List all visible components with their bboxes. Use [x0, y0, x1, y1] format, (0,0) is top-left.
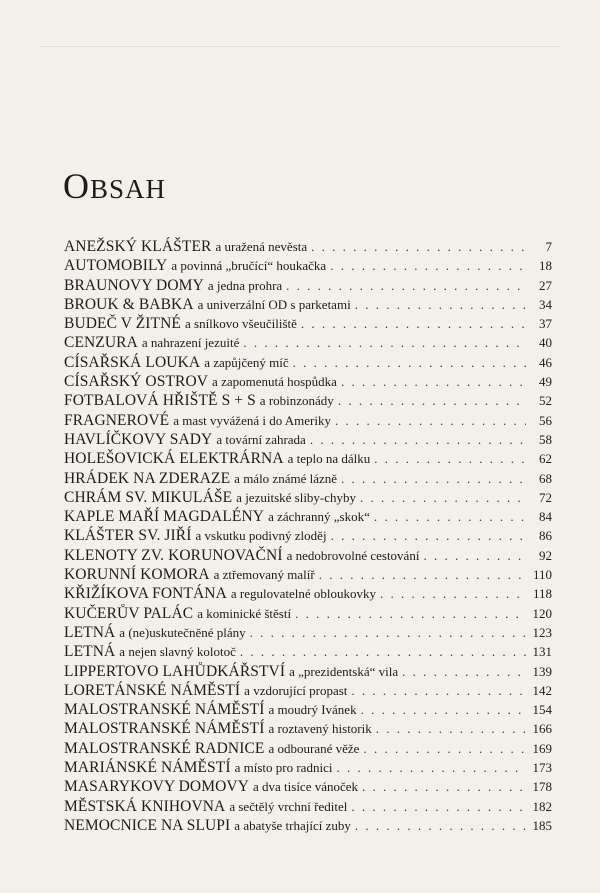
toc-entry-keyword: HOLEŠOVICKÁ ELEKTRÁRNA	[64, 450, 284, 468]
toc-entry-page-number: 18	[539, 258, 552, 274]
toc-entry	[64, 314, 552, 333]
toc-entry-subtitle: a „prezidentská“ vila	[289, 663, 399, 679]
dot-leader	[301, 314, 526, 333]
toc-entry-subtitle: a teplo na dálku	[287, 451, 371, 467]
toc-entry-page-number: 154	[532, 702, 552, 718]
toc-entry	[64, 237, 552, 256]
dot-leader	[240, 642, 526, 661]
toc-entry	[64, 565, 552, 584]
toc-entry	[64, 739, 552, 758]
toc-entry-keyword: ANEŽSKÝ KLÁŠTER	[64, 238, 212, 255]
toc-entry-keyword: KAPLE MAŘÍ MAGDALÉNY	[64, 508, 265, 526]
toc-entry-page-number: 173	[532, 760, 552, 776]
toc-entry-subtitle: a tovární zahrada	[216, 431, 306, 447]
toc-entry	[64, 546, 552, 565]
toc-entry-subtitle: a jezuitské sliby-chyby	[236, 489, 357, 505]
dot-leader	[351, 681, 526, 700]
bleed-through-rule	[40, 46, 560, 47]
toc-entry-keyword: CÍSAŘSKÝ OSTROV	[64, 373, 209, 391]
toc-entry	[64, 662, 552, 681]
toc-entry	[64, 623, 552, 642]
toc-entry-subtitle: a snílkovo všeučiliště	[184, 316, 297, 332]
toc-entry-subtitle: a nedobrovolné cestování	[286, 547, 420, 563]
title-rest: BSAH	[90, 174, 167, 204]
toc-entry	[64, 604, 552, 623]
toc-entry-keyword: CENZURA	[64, 334, 138, 352]
toc-entry	[64, 295, 552, 314]
toc-entry	[64, 584, 552, 603]
toc-entry-subtitle: a záchranný „skok“	[268, 509, 370, 525]
dot-leader	[293, 353, 526, 372]
toc-entry-page-number: 185	[532, 817, 552, 833]
toc-entry-page-number: 86	[539, 528, 552, 544]
toc-entry	[64, 797, 552, 816]
dot-leader	[335, 411, 526, 430]
toc-entry-keyword: MASARYKOVY DOMOVY	[64, 778, 249, 796]
page-title	[63, 166, 166, 209]
toc-entry-subtitle: a (ne)uskutečněné plány	[119, 624, 246, 640]
toc-entry	[64, 372, 552, 391]
toc-entry-subtitle: a zapomenutá hospůdka	[212, 374, 337, 390]
toc-entry	[64, 469, 552, 488]
toc-entry-keyword: BUDEČ V ŽITNÉ	[64, 315, 181, 333]
toc-entry	[64, 719, 552, 738]
toc-entry-keyword: KORUNNÍ KOMORA	[64, 566, 210, 584]
toc-entry-subtitle: a dva tisíce vánoček	[253, 779, 359, 795]
dot-leader	[286, 276, 526, 295]
toc-entry-page-number: 34	[539, 296, 552, 312]
toc-entry-subtitle: a abatyše trhající zuby	[234, 817, 351, 833]
title-initial: O	[63, 166, 90, 206]
toc-entry-keyword: BRAUNOVY DOMY	[64, 276, 204, 294]
toc-entry-page-number: 40	[539, 335, 552, 351]
toc-entry	[64, 758, 552, 777]
dot-leader	[330, 256, 526, 275]
toc-entry-subtitle: a povinná „bručící“ houkačka	[171, 258, 327, 274]
toc-entry-page-number: 37	[539, 316, 552, 332]
toc-entry-keyword: FRAGNEROVÉ	[64, 411, 170, 429]
toc-entry-subtitle: a moudrý Ivánek	[268, 702, 357, 718]
toc-entry-keyword: BROUK & BABKA	[64, 295, 194, 313]
toc-entry	[64, 449, 552, 468]
toc-entry-keyword: FOTBALOVÁ HŘIŠTĚ S + S	[64, 392, 256, 410]
dot-leader	[423, 546, 526, 565]
toc-entry-page-number: 56	[539, 412, 552, 428]
toc-entry-keyword: MĚSTSKÁ KNIHOVNA	[64, 797, 226, 815]
toc-entry-subtitle: a ztřemovaný malíř	[213, 567, 315, 583]
toc-entry-keyword: MARIÁNSKÉ NÁMĚSTÍ	[64, 759, 231, 777]
toc-entry-page-number: 118	[532, 586, 552, 602]
toc-entry-page-number: 52	[539, 393, 552, 409]
toc-entry-subtitle: a jedna prohra	[207, 277, 283, 293]
dot-leader	[311, 237, 526, 256]
toc-entry-subtitle: a roztavený historik	[268, 721, 372, 737]
dot-leader	[380, 584, 526, 603]
toc-entry-page-number: 68	[539, 470, 552, 486]
toc-entry	[64, 526, 552, 545]
dot-leader	[360, 488, 526, 507]
toc-entry-keyword: HAVLÍČKOVY SADY	[64, 430, 213, 448]
toc-entry-keyword: CÍSAŘSKÁ LOUKA	[64, 353, 201, 371]
toc-entry-page-number: 110	[532, 567, 552, 583]
toc-entry-page-number: 72	[539, 489, 552, 505]
toc-entry-keyword: MALOSTRANSKÉ NÁMĚSTÍ	[64, 720, 265, 738]
toc-entry-page-number: 58	[539, 431, 552, 447]
toc-entry-keyword: MALOSTRANSKÉ NÁMĚSTÍ	[64, 701, 265, 719]
toc-entry-page-number: 120	[532, 605, 552, 621]
toc-entry-keyword: KUČERŮV PALÁC	[64, 604, 194, 622]
toc-entry-keyword: KLENOTY ZV. KORUNOVAČNÍ	[64, 546, 283, 564]
toc-entry-keyword: CHRÁM SV. MIKULÁŠE	[64, 488, 233, 506]
dot-leader	[402, 662, 526, 681]
toc-entry	[64, 256, 552, 275]
toc-entry	[64, 411, 552, 430]
toc-entry-keyword: KŘIŽÍKOVA FONTÁNA	[64, 585, 227, 603]
toc-entry-subtitle: a odbourané věže	[268, 740, 360, 756]
dot-leader	[250, 623, 526, 642]
toc-entry	[64, 391, 552, 410]
toc-entry-page-number: 182	[532, 798, 552, 814]
dot-leader	[376, 719, 526, 738]
toc-entry-keyword: HRÁDEK NA ZDERAZE	[64, 469, 231, 487]
dot-leader	[374, 507, 526, 526]
toc-entry-subtitle: a kominické štěstí	[197, 605, 292, 621]
toc-entry-subtitle: a robinzonády	[259, 393, 334, 409]
toc-entry-keyword: LETNÁ	[64, 623, 116, 641]
toc-entry-page-number: 92	[539, 547, 552, 563]
toc-entry-subtitle: a regulovatelné obloukovky	[230, 586, 377, 602]
dot-leader	[319, 565, 526, 584]
dot-leader	[362, 777, 526, 796]
dot-leader	[331, 526, 526, 545]
toc-entry-keyword: LIPPERTOVO LAHŮDKÁŘSTVÍ	[64, 662, 286, 680]
toc-entry	[64, 488, 552, 507]
toc-entry-subtitle: a mast vyvážená i do Ameriky	[173, 412, 331, 428]
toc-entry-keyword: AUTOMOBILY	[64, 257, 168, 275]
toc-entry-subtitle: a zapůjčený míč	[204, 354, 289, 370]
toc-entry-page-number: 142	[532, 682, 552, 698]
dot-leader	[338, 391, 526, 410]
toc-entry	[64, 333, 552, 352]
toc-entry-subtitle: a univerzální OD s parketami	[197, 296, 351, 312]
toc-entry	[64, 507, 552, 526]
toc-entry-keyword: KLÁŠTER SV. JIŘÍ	[64, 527, 192, 545]
toc-entry-page-number: 27	[539, 277, 552, 293]
dot-leader	[341, 469, 526, 488]
toc-entry	[64, 681, 552, 700]
toc-entry-page-number: 178	[532, 779, 552, 795]
toc-entry-page-number: 7	[545, 239, 552, 254]
dot-leader	[341, 372, 526, 391]
toc-entry-page-number: 166	[532, 721, 552, 737]
toc-entry-subtitle: a vskutku podivný zloděj	[195, 528, 327, 544]
toc-entry	[64, 816, 552, 835]
dot-leader	[243, 333, 526, 352]
toc-entry-page-number: 169	[532, 740, 552, 756]
toc-entry	[64, 430, 552, 449]
dot-leader	[355, 295, 526, 314]
dot-leader	[361, 700, 526, 719]
dot-leader	[310, 430, 526, 449]
toc-entry-subtitle: a nahrazení jezuité	[141, 335, 240, 351]
toc-entry	[64, 353, 552, 372]
dot-leader	[374, 449, 526, 468]
toc-entry-page-number: 46	[539, 354, 552, 370]
dot-leader	[351, 797, 526, 816]
toc-entry-keyword: NEMOCNICE NA SLUPI	[64, 816, 231, 834]
dot-leader	[295, 604, 526, 623]
toc-entry-subtitle: a místo pro radnici	[234, 760, 333, 776]
toc-entry-subtitle: a nejen slavný kolotoč	[119, 644, 236, 660]
toc-entry-page-number: 49	[539, 374, 552, 390]
toc-entry-subtitle: a uražená nevěsta	[215, 239, 308, 254]
toc-entry	[64, 700, 552, 719]
toc-entry-page-number: 62	[539, 451, 552, 467]
toc-entry	[64, 276, 552, 295]
toc-entry	[64, 777, 552, 796]
toc-entry-page-number: 131	[532, 644, 552, 660]
toc-entry-subtitle: a sečtělý vrchní ředitel	[229, 798, 348, 814]
toc-entry-keyword: LETNÁ	[64, 643, 116, 661]
toc-entry-subtitle: a málo známé lázně	[234, 470, 338, 486]
toc-entry-page-number: 84	[539, 509, 552, 525]
toc-entry-subtitle: a vzdorující propast	[244, 682, 348, 698]
toc-entry-page-number: 123	[532, 624, 552, 640]
table-of-contents	[64, 237, 552, 835]
toc-entry-keyword: MALOSTRANSKÉ RADNICE	[64, 739, 265, 757]
dot-leader	[363, 739, 526, 758]
toc-entry-page-number: 139	[532, 663, 552, 679]
dot-leader	[355, 816, 526, 835]
dot-leader	[336, 758, 526, 777]
toc-entry	[64, 642, 552, 661]
toc-entry-keyword: LORETÁNSKÉ NÁMĚSTÍ	[64, 681, 241, 699]
